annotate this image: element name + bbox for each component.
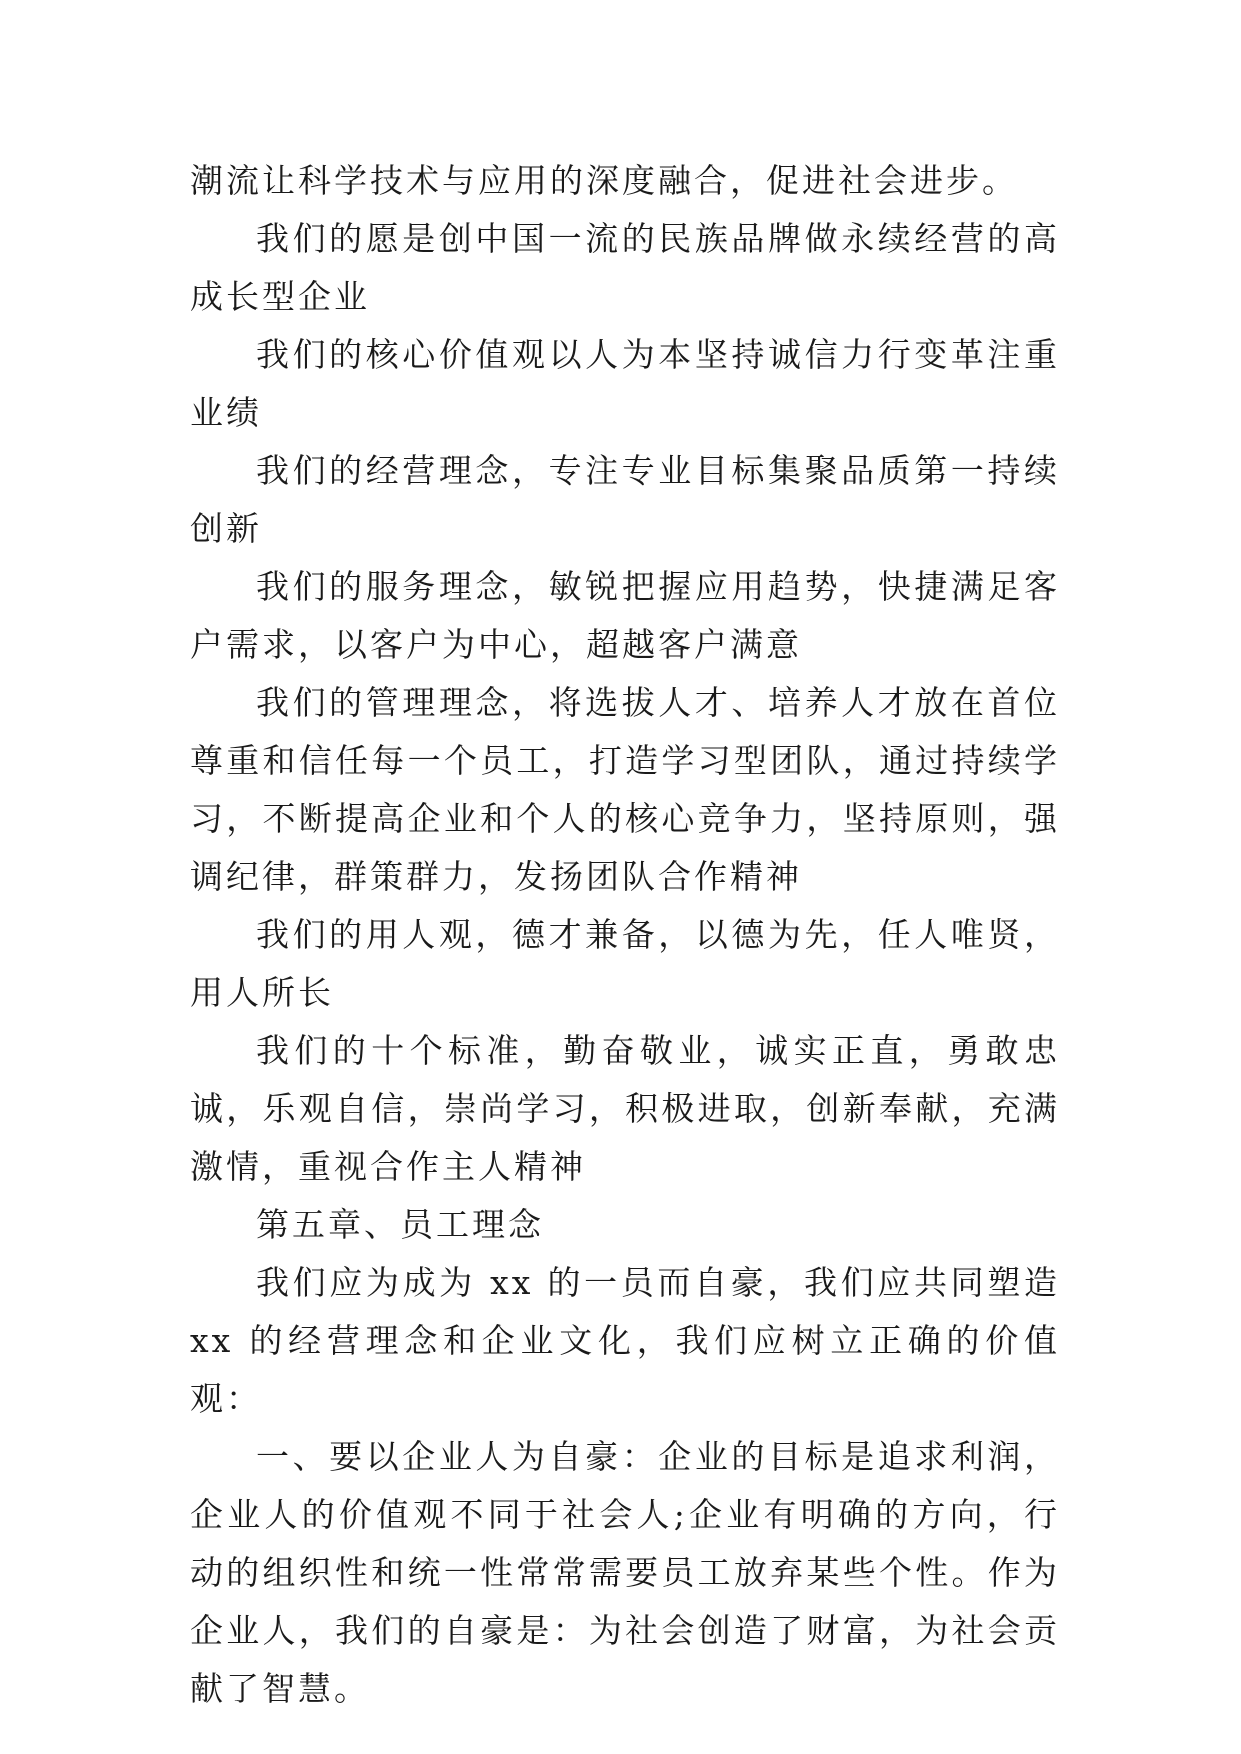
document-body: [190, 152, 1060, 1718]
paragraph-10: 我们应为成为 xx 的一员而自豪，我们应共同塑造 xx 的经营理念和企业文化，我们应树立正确的价值观：: [190, 1263, 1060, 1418]
paragraph-4: 我们的经营理念，专注专业目标集聚品质第一持续创新: [190, 451, 1060, 548]
paragraph-5: 我们的服务理念，敏锐把握应用趋势，快捷满足客户需求，以客户为中心，超越客户满意: [190, 567, 1060, 664]
paragraph-2: 我们的愿是创中国一流的民族品牌做永续经营的高成长型企业: [190, 219, 1060, 316]
chapter-heading: 第五章、员工理念: [256, 1205, 544, 1244]
paragraph-1: 潮流让科学技术与应用的深度融合，促进社会进步。: [190, 161, 1018, 200]
paragraph-8: 我们的十个标准，勤奋敬业，诚实正直，勇敢忠诚，乐观自信，崇尚学习，积极进取，创新奉献，充满激情，重视合作主人精神: [190, 1031, 1060, 1186]
paragraph-7: 我们的用人观，德才兼备，以德为先，任人唯贤，用人所长: [190, 915, 1060, 1012]
paragraph-11: 一、要以企业人为自豪：企业的目标是追求利润，企业人的价值观不同于社会人;企业有明确的方向，行动的组织性和统一性常常需要员工放弃某些个性。作为企业人，我们的自豪是：为社会创造了财富，为社会贡献了智慧。: [190, 1437, 1060, 1708]
paragraph-3: 我们的核心价值观以人为本坚持诚信力行变革注重业绩: [190, 335, 1060, 432]
paragraph-6: 我们的管理理念，将选拔人才、培养人才放在首位尊重和信任每一个员工，打造学习型团队，通过持续学习，不断提高企业和个人的核心竞争力，坚持原则，强调纪律，群策群力，发扬团队合作精神: [190, 683, 1060, 896]
